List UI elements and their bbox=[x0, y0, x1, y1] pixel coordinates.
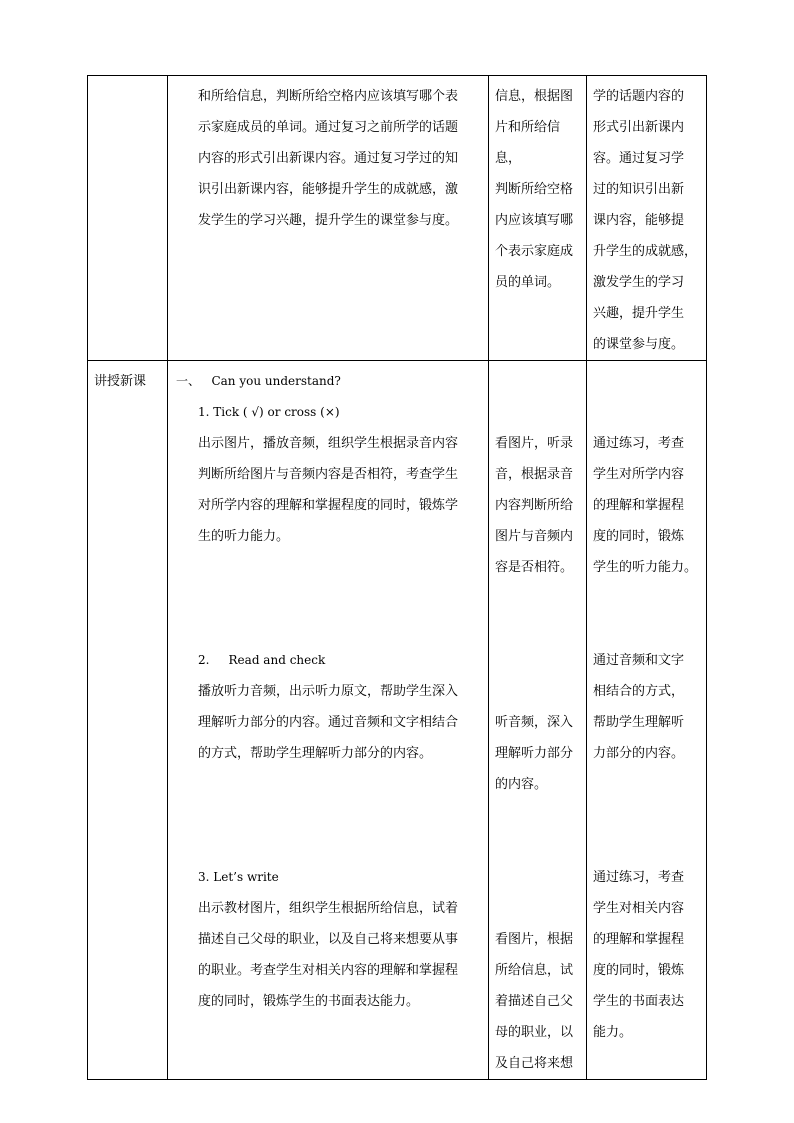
teacher-activity-cell bbox=[168, 361, 489, 1080]
part-heading: 3. Let’s write bbox=[198, 870, 279, 884]
student-activity-cell bbox=[489, 76, 587, 361]
student-activity-text: 看图片，听录 音，根据录音 内容判断所给 图片与音频内 容是否相符。 bbox=[495, 436, 574, 575]
section-heading: 一、 Can you understand? bbox=[176, 374, 341, 388]
lesson-plan-table bbox=[87, 75, 707, 1080]
design-intent-text: 通过音频和文字 相结合的方式， 帮助学生理解听 力部分的内容。 bbox=[593, 653, 685, 761]
design-intent-text: 学的话题内容的 形式引出新课内 容。通过复习学 过的知识引出新 课内容，能够提 升学生的成就感， 激发学生的学习 兴趣，提升学生 的课堂参与度。 bbox=[593, 89, 698, 352]
stage-cell bbox=[88, 361, 168, 1080]
part-heading: 1. Tick ( √) or cross (×) bbox=[198, 405, 340, 419]
student-activity-text: 听音频，深入 理解听力部分 的内容。 bbox=[495, 715, 574, 792]
student-activity-text: 看图片，根据 所给信息，试 着描述自己父 母的职业，以 及自己将来想 bbox=[495, 932, 574, 1071]
design-intent-text: 通过练习，考查 学生对所学内容 的理解和掌握程 度的同时，锻炼 学生的听力能力。 bbox=[593, 436, 698, 575]
teacher-activity-text: 出示图片，播放音频，组织学生根据录音内容 判断所给图片与音频内容是否相符，考查学生 对所学内容的理解和掌握程度的同时，锻炼学 生的听力能力。 bbox=[198, 436, 459, 544]
design-intent-text: 通过练习，考查 学生对相关内容 的理解和掌握程 度的同时，锻炼 学生的书面表达 能力。 bbox=[593, 870, 685, 1040]
student-activity-text: 信息，根据图 片和所给信息， 判断所给空格 内应该填写哪 个表示家庭成 员的单词。 bbox=[495, 89, 574, 290]
design-intent-cell bbox=[587, 361, 707, 1080]
teacher-activity-text: 出示教材图片，组织学生根据所给信息，试着 描述自己父母的职业，以及自己将来想要从事 的职业。考查学生对相关内容的理解和掌握程 度的同时，锻炼学生的书面表达能力。 bbox=[198, 901, 459, 1009]
part-heading: 2. Read and check bbox=[198, 653, 326, 667]
table-row bbox=[88, 361, 707, 1080]
stage-label: 讲授新课 bbox=[94, 374, 147, 389]
teacher-activity-text: 播放听力音频，出示听力原文，帮助学生深入 理解听力部分的内容。通过音频和文字相结合 的方式，帮助学生理解听力部分的内容。 bbox=[198, 684, 459, 761]
student-activity-cell bbox=[489, 361, 587, 1080]
teacher-activity-cell bbox=[168, 76, 489, 361]
table-row bbox=[88, 76, 707, 361]
stage-cell bbox=[88, 76, 168, 361]
design-intent-cell bbox=[587, 76, 707, 361]
teacher-activity-text: 和所给信息，判断所给空格内应该填写哪个表 示家庭成员的单词。通过复习之前所学的话题 内容的形式引出新课内容。通过复习学过的知 识引出新课内容，能够提升学生的成就感，激 发学生的学习兴趣，提升学生的课堂参与度。 bbox=[198, 89, 459, 228]
